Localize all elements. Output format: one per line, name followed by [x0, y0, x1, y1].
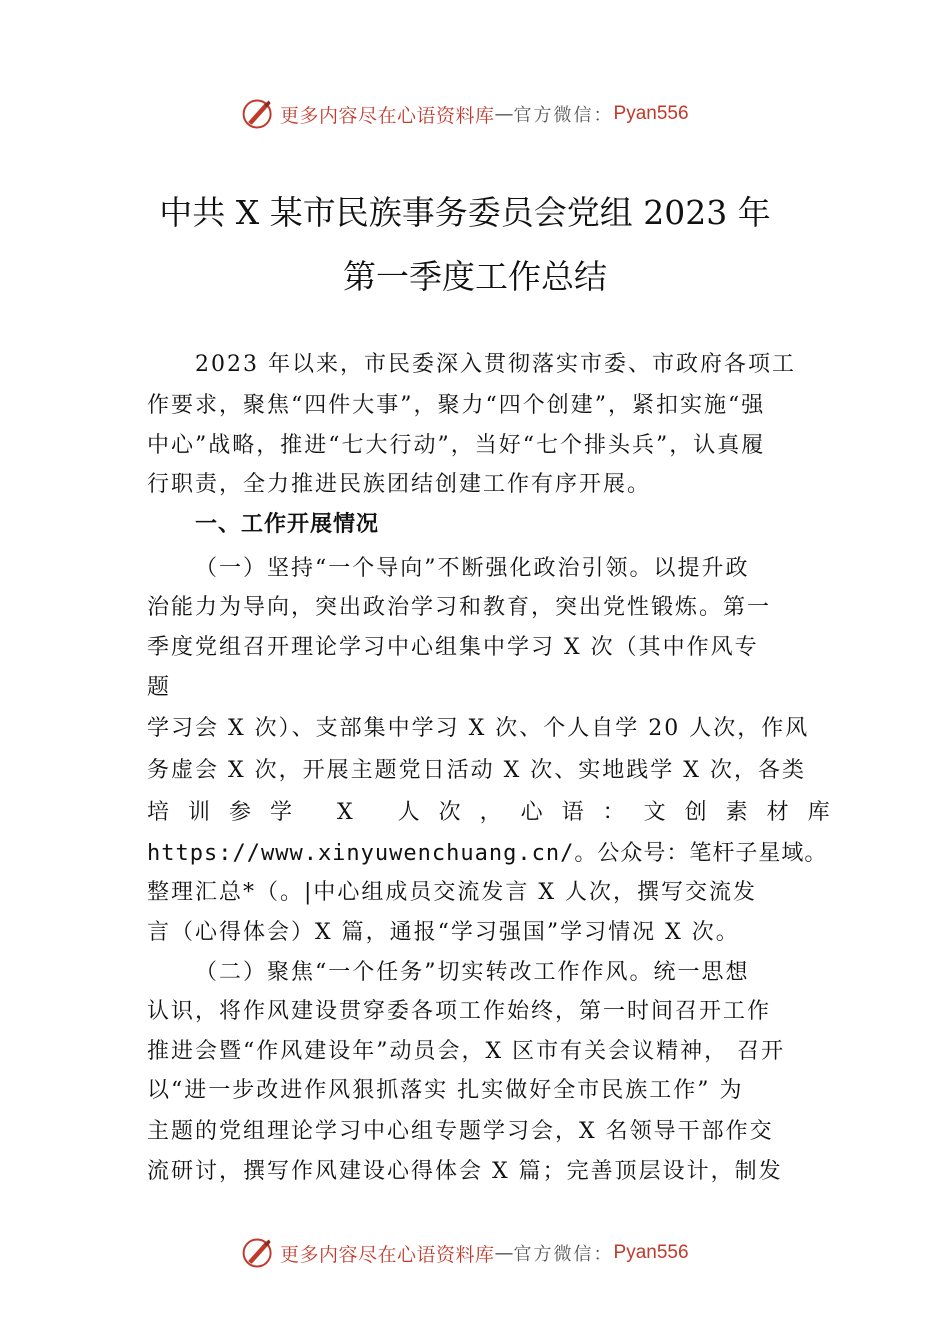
body-line: 培训参学 X 人次，心语：文创素材库 — [147, 800, 849, 825]
body-line: https://www.xinyuwenchuang.cn/。公众号：笔杆子星域。 — [147, 841, 828, 866]
body-line: 认识，将作风建设贯穿委各项工作始终，第一时间召开工作 — [147, 999, 772, 1024]
section-heading: 一、工作开展情况 — [195, 512, 380, 537]
banner-text: 更多内容尽在心语资料库 — [280, 1243, 495, 1266]
banner-separator: — — [494, 103, 514, 125]
body-line: 作要求，聚焦“四件大事”，聚力“四个创建”，紧扣实施“强 — [147, 393, 766, 418]
body-line: 中心”战略，推进“七大行动”，当好“七个排头兵”，认真履 — [147, 433, 766, 458]
banner-separator: — — [494, 1242, 514, 1264]
header-banner — [240, 94, 689, 134]
banner-wechat-label: 官方微信： — [513, 1244, 614, 1265]
pen-logo-icon — [240, 1235, 276, 1271]
body-line: 推进会暨“作风建设年”动员会，X 区市有关会议精神， 召开 — [147, 1039, 786, 1064]
document-title-line-2: 第一季度工作总结 — [343, 257, 607, 296]
body-line: 学习会 X 次）、支部集中学习 X 次、个人自学 20 人次，作风 — [147, 716, 810, 741]
body-line: 2023 年以来，市民委深入贯彻落实市委、市政府各项工 — [195, 352, 796, 377]
body-line: 言（心得体会）X 篇，通报“学习强国”学习情况 X 次。 — [147, 920, 740, 945]
body-line: （二）聚焦“一个任务”切实转改工作作风。统一思想 — [195, 960, 750, 985]
document-title-line-1: 中共 X 某市民族事务委员会党组 2023 年 — [159, 193, 771, 232]
body-line: （一）坚持“一个导向”不断强化政治引领。以提升政 — [195, 556, 750, 581]
body-line: 整理汇总*（。|中心组成员交流发言 X 人次，撰写交流发 — [147, 880, 758, 905]
body-line: 务虚会 X 次，开展主题党日活动 X 次、实地践学 X 次，各类 — [147, 758, 806, 783]
body-line: 以“进一步改进作风狠抓落实 扎实做好全市民族工作” 为 — [147, 1078, 744, 1103]
body-line: 治能力为导向，突出政治学习和教育，突出党性锻炼。第一 — [147, 595, 772, 620]
banner-wechat-id: Pyan556 — [613, 103, 689, 124]
body-line: 流研讨，撰写作风建设心得体会 X 篇；完善顶层设计，制发 — [147, 1159, 783, 1184]
body-line: 行职责，全力推进民族团结创建工作有序开展。 — [147, 472, 652, 497]
pen-logo-icon — [240, 96, 276, 132]
body-line: 主题的党组理论学习中心组专题学习会，X 名领导干部作交 — [147, 1119, 774, 1144]
banner-wechat-id: Pyan556 — [613, 1242, 689, 1263]
banner-wechat-label: 官方微信： — [513, 105, 614, 126]
footer-banner — [240, 1233, 689, 1273]
body-line: 题 — [147, 675, 172, 700]
banner-text: 更多内容尽在心语资料库 — [280, 104, 495, 127]
body-line: 季度党组召开理论学习中心组集中学习 X 次（其中作风专 — [147, 635, 759, 660]
